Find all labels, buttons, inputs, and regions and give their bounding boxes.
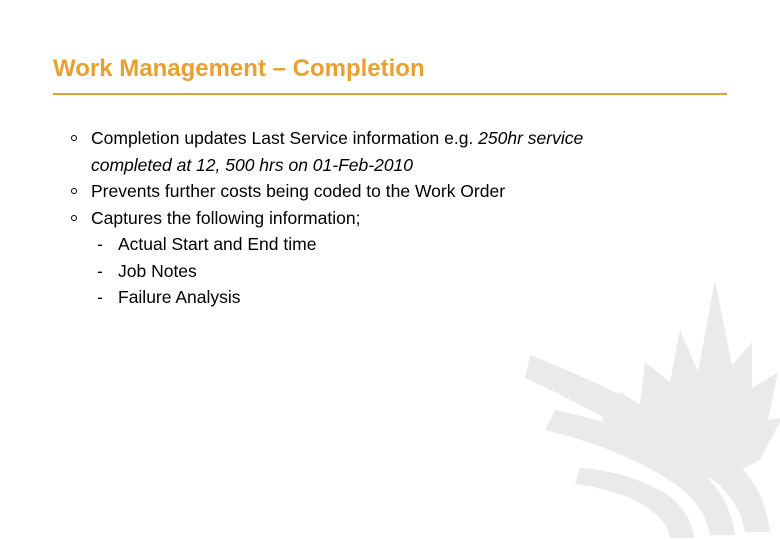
bullet-item <box>70 178 730 205</box>
bullet-text: Prevents further costs being coded to the Work Order <box>91 181 506 201</box>
bullet-list <box>70 125 730 311</box>
sub-bullet-item <box>91 258 730 285</box>
bullet-circle-icon <box>71 135 77 141</box>
bullet-item <box>70 125 730 178</box>
sub-bullet-text: Job Notes <box>118 260 197 281</box>
slide-title: Work Management – Completion <box>53 55 425 82</box>
logo-watermark-icon <box>520 270 780 540</box>
sub-bullet-dash: - <box>97 260 103 281</box>
sub-bullet-text: Actual Start and End time <box>118 234 317 254</box>
bullet-circle-icon <box>71 188 77 194</box>
bullet-circle-icon <box>71 215 77 221</box>
sub-bullet-dash: - <box>97 234 103 254</box>
bullet-text-line <box>91 125 730 152</box>
bullet-text: Completion updates Last Service information e.g. <box>91 128 479 148</box>
sub-bullet-list <box>91 231 730 311</box>
sub-bullet-item <box>91 231 730 258</box>
title-divider <box>53 93 727 95</box>
sub-bullet-dash: - <box>97 287 103 307</box>
bullet-continuation-text: completed at 12, 500 hrs on 01-Feb-2010 <box>91 154 414 175</box>
bullet-italic-text: 250hr service <box>478 128 584 148</box>
bullet-text: Captures the following information; <box>91 207 361 228</box>
bullet-item <box>70 205 730 311</box>
sub-bullet-item <box>91 284 730 311</box>
sub-bullet-text: Failure Analysis <box>118 287 241 307</box>
